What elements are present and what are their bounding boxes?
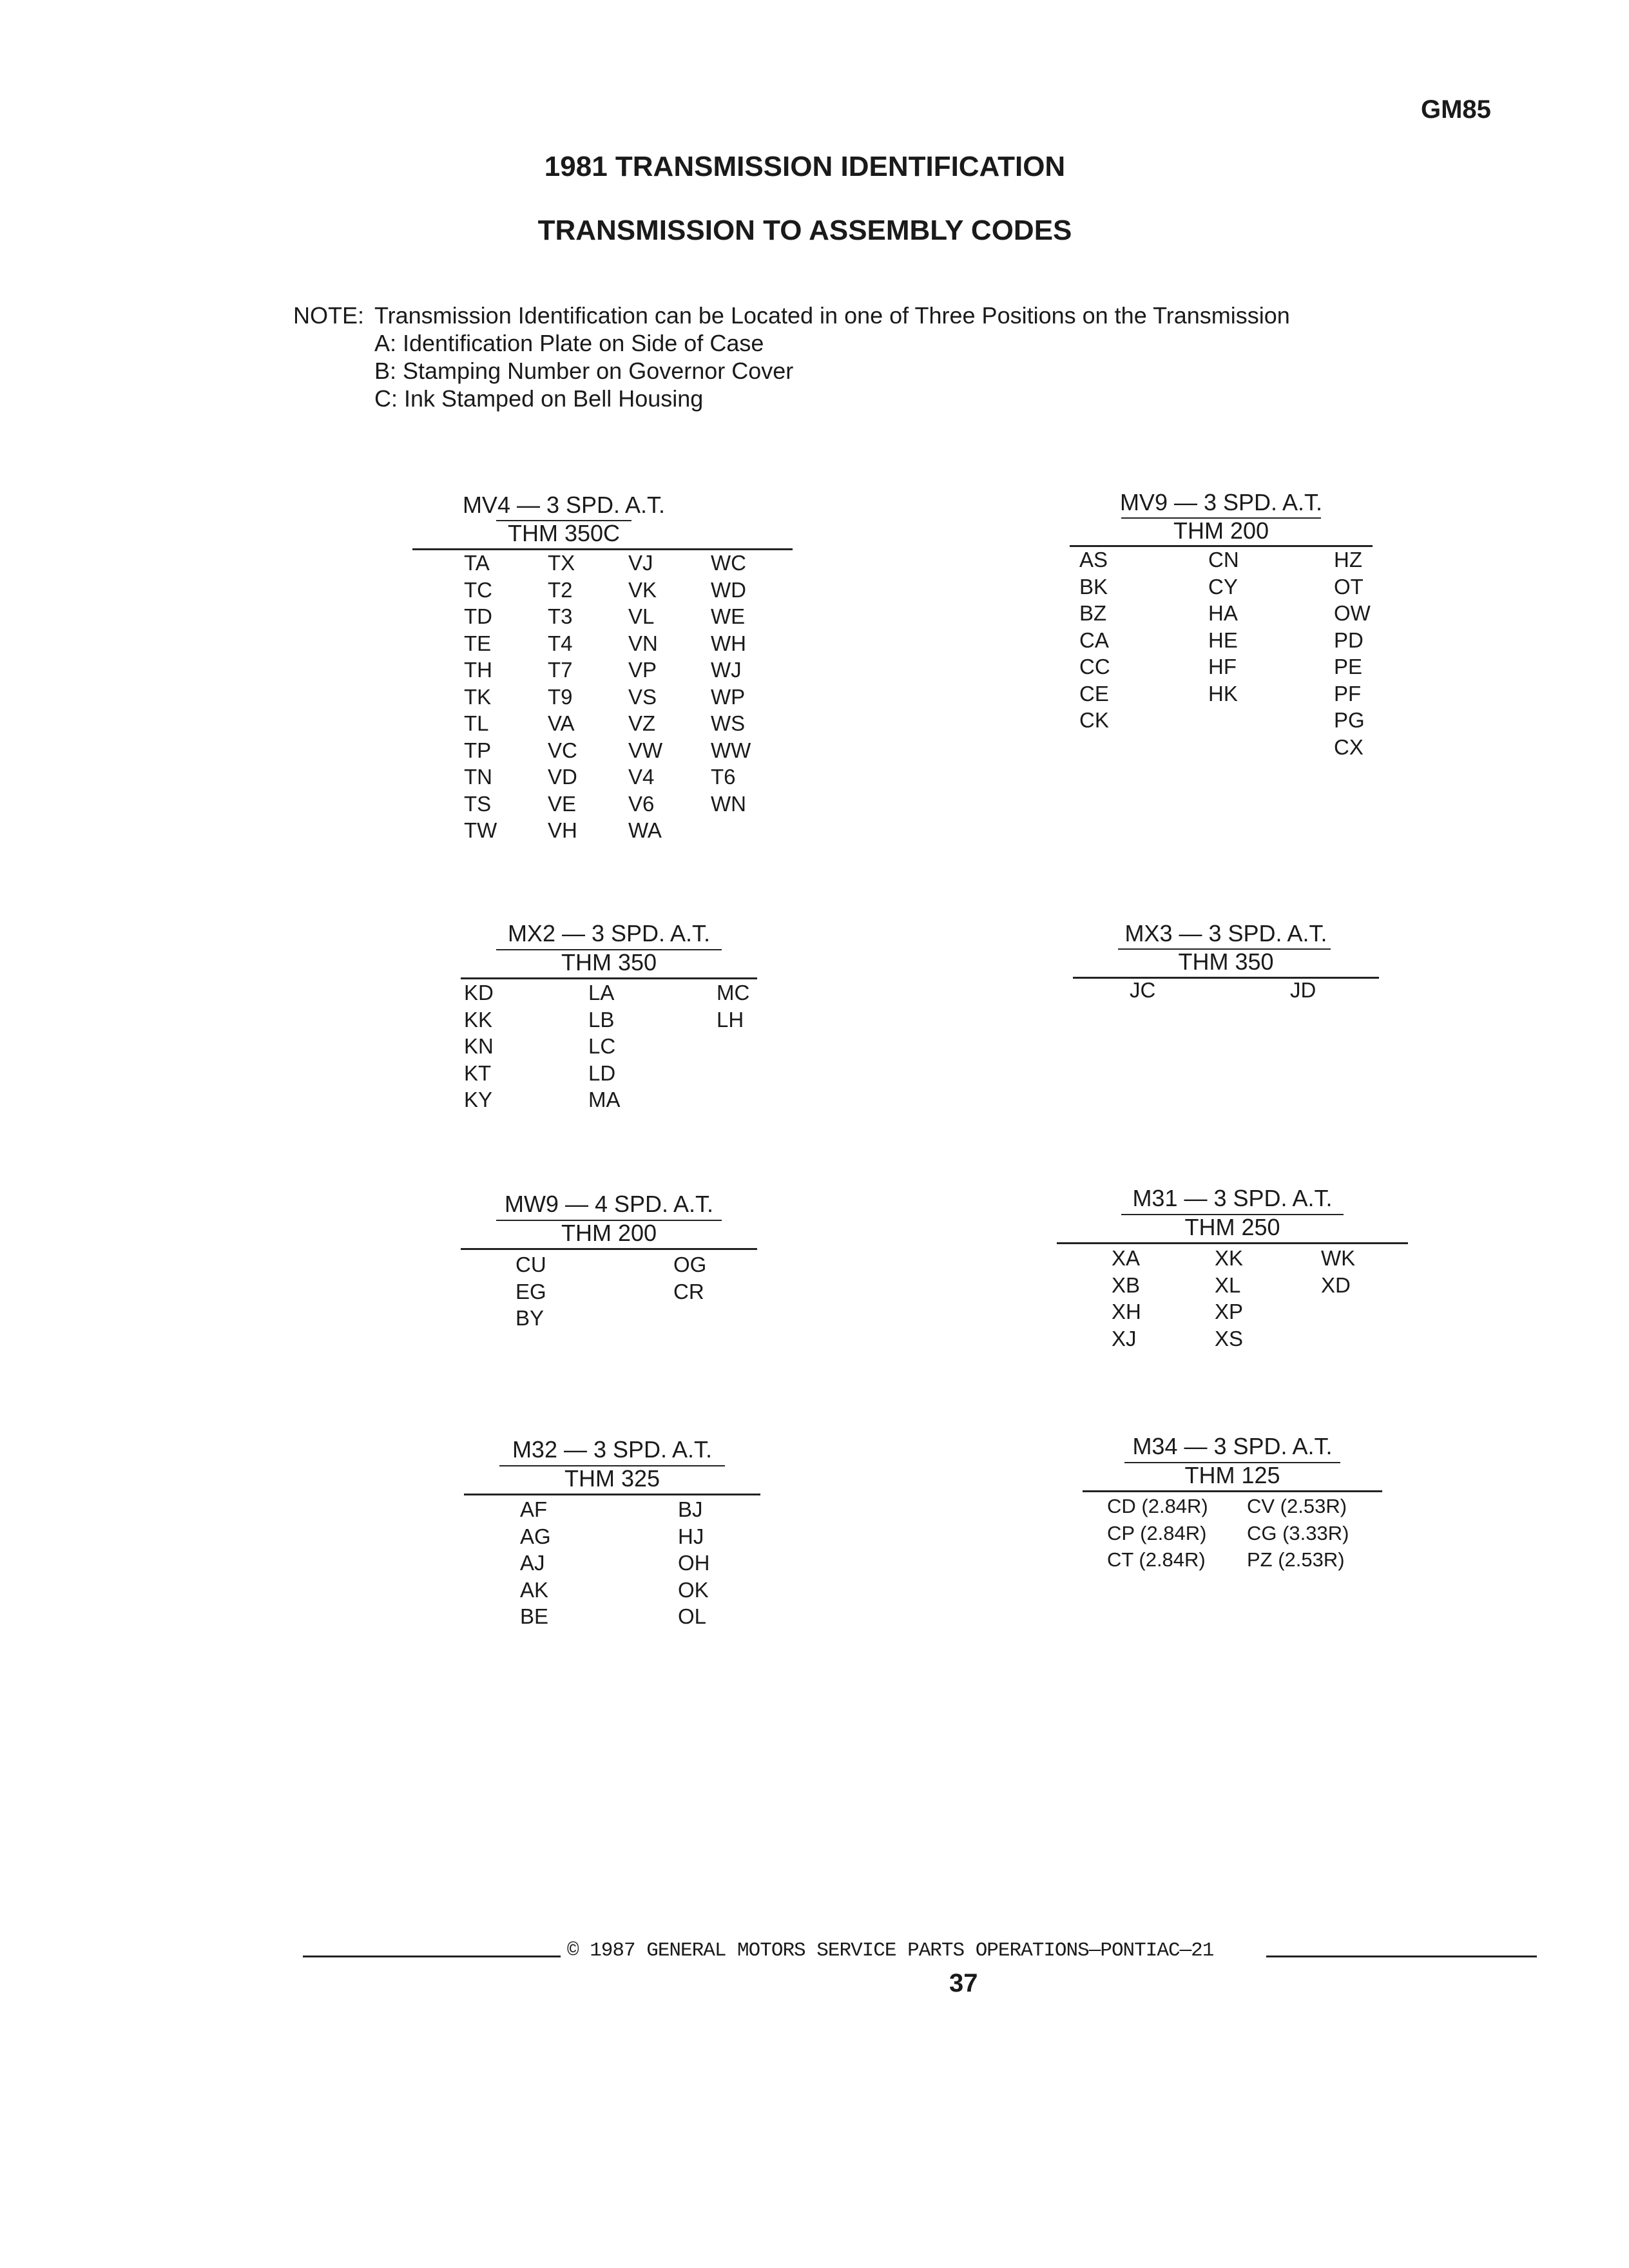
table-cell: KN [464,1034,494,1058]
table-cell: MC [717,981,750,1004]
table-cell: T2 [548,577,573,602]
table-cell: PZ (2.53R) [1247,1548,1345,1571]
table-column [678,1496,710,1630]
table-heading: M32 — 3 SPD. A.T. [512,1436,713,1463]
table-cell: VP [628,658,657,682]
table-cell: TD [464,604,492,628]
table-mv4 [412,486,793,847]
table-cell: TE [464,631,492,655]
table-cell: TC [464,577,492,602]
table-column [1334,546,1371,760]
table-cell: XD [1321,1273,1351,1297]
table-cell: CP (2.84R) [1107,1521,1207,1544]
table-cell: BK [1079,574,1108,599]
table-cell: T9 [548,684,573,709]
table-mv9 [1070,486,1373,776]
table-heading: MX2 — 3 SPD. A.T. [507,920,711,947]
table-cell: T6 [711,765,736,789]
table-cell: LA [588,981,615,1004]
table-cell: WH [711,631,746,655]
table-cell: KT [464,1061,492,1085]
table-cell: LB [588,1007,615,1032]
table-cell: MA [588,1088,621,1111]
table-rule [1083,1490,1382,1492]
table-subheading: THM 350 [561,949,657,975]
table-mx3 [1073,915,1379,1031]
footer-rule-left [303,1956,561,1957]
table-column [1215,1245,1243,1352]
table-cell: CN [1208,548,1239,572]
table-cell: OW [1334,601,1371,625]
table-cell: JC [1130,978,1156,1002]
table-cell: OK [678,1577,709,1602]
table-heading: M31 — 3 SPD. A.T. [1132,1185,1333,1211]
table-cell: TP [464,738,492,762]
table-cell: WE [711,604,746,628]
table-cell: PE [1334,655,1363,678]
table-cell: VL [628,604,655,628]
table-subheading: THM 200 [561,1220,657,1246]
table-cell: CT (2.84R) [1107,1548,1206,1571]
table-cell: VC [548,738,577,762]
table-cell: CE [1079,681,1109,706]
table-cell: CC [1079,655,1110,678]
table-cell: BY [516,1306,545,1330]
table-cell: OL [678,1604,707,1628]
table-cell: VK [628,577,657,602]
table-cell: BJ [678,1497,703,1521]
table-cell: KY [464,1088,493,1111]
table-cell: JD [1290,978,1316,1002]
table-column [1112,1245,1141,1352]
footer-rule-right [1266,1956,1537,1957]
table-cell: OH [678,1551,710,1575]
table-heading: MV4 — 3 SPD. A.T. [462,492,666,518]
table-column [1247,1493,1349,1573]
note-item-c: C: Ink Stamped on Bell Housing [374,385,704,412]
table-cell: WS [711,711,746,735]
table-cell: EG [516,1279,546,1303]
table-cell: T3 [548,604,573,628]
table-cell: CR [673,1279,704,1303]
table-column [711,550,751,817]
table-rule [1073,977,1379,979]
table-cell: HA [1208,601,1238,625]
page-number: 37 [949,1969,978,1997]
table-rule [461,1248,757,1250]
table-cell: TS [464,791,492,816]
table-cell: PD [1334,628,1364,652]
table-subheading: THM 350C [507,520,621,546]
table-cell: LD [588,1061,616,1085]
table-cell: WN [711,791,746,816]
table-column [1130,977,1155,1004]
table-cell: TA [464,551,490,575]
table-cell: HF [1208,655,1237,678]
table-cell: AF [520,1497,548,1521]
table-cell: VA [548,711,575,735]
table-cell: VJ [628,551,653,575]
table-cell: KK [464,1007,493,1032]
table-column [1107,1493,1208,1573]
table-column [1079,546,1110,734]
table-cell: TH [464,658,492,682]
table-subheading: THM 250 [1184,1214,1280,1240]
table-cell: TK [464,684,492,709]
table-cell: VW [628,738,663,762]
table-cell: VN [628,631,658,655]
table-cell: XP [1215,1300,1244,1323]
page-id: GM85 [1421,95,1491,124]
table-cell: XA [1112,1246,1141,1270]
table-cell: XL [1215,1273,1241,1297]
table-cell: PF [1334,681,1362,706]
table-cell: TW [464,818,497,842]
table-cell: HJ [678,1524,704,1548]
table-cell: V6 [628,791,655,816]
table-cell: TN [464,765,492,789]
table-cell: CY [1208,574,1238,599]
table-cell: BE [520,1604,549,1628]
table-cell: CG (3.33R) [1247,1521,1349,1544]
table-column [1208,546,1239,707]
table-cell: AJ [520,1551,545,1575]
table-cell: LH [717,1007,744,1032]
table-cell: VD [548,765,577,789]
table-cell: AK [520,1577,549,1602]
note-text: Transmission Identification can be Located in one of Three Positions on the Transmission [374,302,1290,329]
table-cell: VZ [628,711,656,735]
table-cell: CV (2.53R) [1247,1495,1347,1517]
footer-copyright: © 1987 GENERAL MOTORS SERVICE PARTS OPERATIONS—PONTIAC—21 [567,1939,1214,1962]
table-cell: LC [588,1034,616,1058]
table-cell: PG [1334,708,1365,732]
table-heading: M34 — 3 SPD. A.T. [1132,1433,1333,1459]
table-cell: OT [1334,574,1364,599]
note-item-b: B: Stamping Number on Governor Cover [374,358,794,384]
table-column [1321,1245,1355,1298]
table-cell: T7 [548,658,573,682]
table-cell: WP [711,684,746,709]
table-cell: VH [548,818,577,842]
table-cell: CA [1079,628,1109,652]
table-column [464,550,497,844]
table-heading: MW9 — 4 SPD. A.T. [504,1191,714,1217]
table-cell: WA [628,818,662,842]
table-heading: MV9 — 3 SPD. A.T. [1119,489,1323,515]
table-cell: T4 [548,631,573,655]
table-column [516,1251,546,1332]
table-cell: WK [1321,1246,1356,1270]
table-column [673,1251,706,1305]
table-cell: BZ [1079,601,1107,625]
table-cell: TX [548,551,575,575]
table-m34 [1083,1430,1382,1585]
note-label: NOTE: [293,302,365,329]
table-cell: AS [1079,548,1108,572]
table-mx2 [461,915,757,1128]
table-column [588,979,621,1113]
note-item-a: A: Identification Plate on Side of Case [374,330,764,356]
table-cell: TL [464,711,489,735]
table-cell: VE [548,791,577,816]
table-subheading: THM 325 [564,1465,660,1492]
table-column [1290,977,1316,1004]
table-cell: WC [711,551,746,575]
table-subheading: THM 200 [1173,517,1269,544]
table-cell: WW [711,738,751,762]
table-cell: XJ [1112,1326,1137,1350]
table-cell: OG [673,1253,707,1276]
table-mw9 [461,1186,757,1353]
page-title: 1981 TRANSMISSION IDENTIFICATION [544,151,1066,182]
table-cell: V4 [628,765,655,789]
table-cell: XB [1112,1273,1141,1297]
table-cell: HE [1208,628,1238,652]
table-column [520,1496,551,1630]
table-cell: XH [1112,1300,1141,1323]
table-rule [464,1494,760,1495]
table-cell: XK [1215,1246,1244,1270]
table-column [717,979,749,1033]
table-m31 [1057,1182,1408,1350]
table-cell: HK [1208,681,1238,706]
table-heading: MX3 — 3 SPD. A.T. [1124,920,1327,947]
table-cell: HZ [1334,548,1362,572]
table-column [464,979,494,1113]
table-rule [1057,1242,1408,1244]
table-cell: CK [1079,708,1109,732]
table-cell: KD [464,981,494,1004]
table-column [548,550,577,844]
table-cell: CU [516,1253,546,1276]
table-cell: XS [1215,1326,1244,1350]
table-cell: CD (2.84R) [1107,1495,1208,1517]
table-cell: WJ [711,658,742,682]
table-m32 [464,1434,760,1640]
page-subtitle: TRANSMISSION TO ASSEMBLY CODES [537,215,1072,246]
table-column [628,550,662,844]
note-block [293,302,1290,412]
table-subheading: THM 350 [1178,948,1274,975]
table-cell: VS [628,684,657,709]
table-cell: AG [520,1524,551,1548]
table-cell: WD [711,577,746,602]
table-cell: CX [1334,735,1364,759]
table-subheading: THM 125 [1184,1462,1280,1488]
